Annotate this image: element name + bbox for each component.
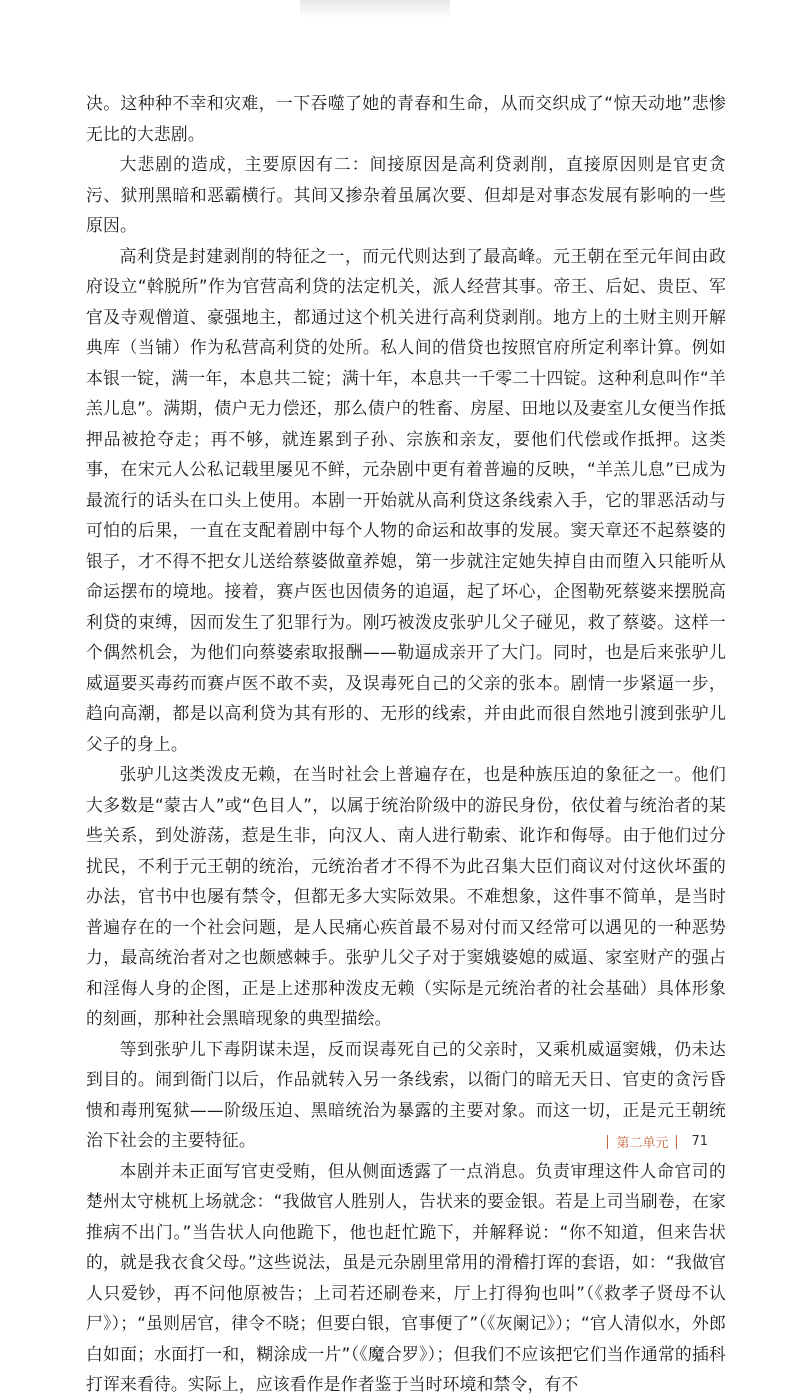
- paragraph-1: 决。这种种不幸和灾难，一下吞噬了她的青春和生命，从而交织成了“惊天动地”悲惨无比的大悲剧。: [86, 93, 726, 144]
- footer-divider-left: [607, 1135, 608, 1149]
- body-text: [86, 88, 726, 1400]
- paragraph-4: 张驴儿这类泼皮无赖，在当时社会上普遍存在，也是种族压迫的象征之一。他们大多数是“蒙古人”或“色目人”，以属于统治阶级中的游民身份，依仗着与统治者的某些关系，到处游荡，惹是生非，向汉人、南人进行勒索、讹诈和侮辱。由于他们过分扰民，不利于元王朝的统治，元统治者才不得不为此召集大臣们商议对付这伙坏蛋的办法，官书中也屡有禁令，但都无多大实际效果。不难想象，这件事不简单，是当时普遍存在的一个社会问题，是人民痛心疾首最不易对付而又经常可以遇见的一种恶势力，最高统治者对之也颇感棘手。张驴儿父子对于窦娥婆媳的威逼、家室财产的强占和淫侮人身的企图，正是上述那种泼皮无赖（实际是元统治者的社会基础）具体形象的刻画，那种社会黑暗现象的典型描绘。: [86, 764, 726, 1028]
- footer-divider-right: [676, 1135, 677, 1149]
- page-top-shadow: [300, 0, 450, 18]
- page-footer: [599, 1132, 708, 1151]
- page-number: 71: [691, 1134, 708, 1149]
- paragraph-5: 等到张驴儿下毒阴谋未逞，反而误毒死自己的父亲时，又乘机威逼窦娥，仍未达到目的。闹到衙门以后，作品就转入另一条线索，以衙门的暗无天日、官吏的贪污昏愦和毒刑冤狱——阶级压迫、黑暗统治为暴露的主要对象。而这一切，正是元王朝统治下社会的主要特征。: [86, 1038, 726, 1150]
- unit-label: 第二单元: [616, 1136, 669, 1151]
- paragraph-3: 高利贷是封建剥削的特征之一，而元代则达到了最高峰。元王朝在至元年间由政府设立“斡脱所”作为官营高利贷的法定机关，派人经营其事。帝王、后妃、贵臣、军官及寺观僧道、豪强地主，都通过这个机关进行高利贷剥削。地方上的土财主则开解典库（当铺）作为私营高利贷的处所。私人间的借贷也按照官府所定利率计算。例如本银一锭，满一年，本息共二锭；满十年，本息共一千零二十四锭。这种利息叫作“羊羔儿息”。满期，债户无力偿还，那么债户的牲畜、房屋、田地以及妻室儿女便当作抵押品被抢夺走；再不够，就连累到子孙、宗族和亲友，要他们代偿或作抵押。这类事，在宋元人公私记载里屡见不鲜，元杂剧中更有着普遍的反映，“羊羔儿息”已成为最流行的话头在口头上使用。本剧一开始就从高利贷这条线索入手，它的罪恶活动与可怕的后果，一直在支配着剧中每个人物的命运和故事的发展。窦天章还不起蔡婆的银子，才不得不把女儿送给蔡婆做童养媳，第一步就注定她失掉自由而堕入只能听从命运摆布的境地。接着，赛卢医也因债务的追逼，起了坏心，企图勒死蔡婆来摆脱高利贷的束缚，因而发生了犯罪行为。刚巧被泼皮张驴儿父子碰见，救了蔡婆。这样一个偶然机会，为他们向蔡婆索取报酬——勒逼成亲开了大门。同时，也是后来张驴儿威逼要买毒药而赛卢医不敢不卖，及误毒死自己的父亲的张本。剧情一步紧逼一步，趋向高潮，都是以高利贷为其有形的、无形的线索，并由此而很自然地引渡到张驴儿父子的身上。: [86, 245, 726, 754]
- paragraph-2: 大悲剧的造成，主要原因有二：间接原因是高利贷剥削，直接原因则是官吏贪污、狱刑黑暗和恶霸横行。其间又掺杂着虽属次要、但却是对事态发展有影响的一些原因。: [86, 154, 726, 235]
- paragraph-6: 本剧并未正面写官吏受贿，但从侧面透露了一点消息。负责审理这件人命官司的楚州太守桃杌上场就念：“我做官人胜别人，告状来的要金银。若是上司当刷卷，在家推病不出门。”当告状人向他跪下，他也赶忙跪下，并解释说：“你不知道，但来告状的，就是我衣食父母。”这些说法，虽是元杂剧里常用的滑稽打诨的套语，如：“我做官人只爱钞，再不问他原被告；上司若还刷卷来，厅上打得狗也叫”（《救孝子贤母不认尸》）；“虽则居官，律令不晓；但要白银，官事便了”（《灰阑记》）；“官人清似水，外郎白如面；水面打一和，糊涂成一片”（《魔合罗》）；但我们不应该把它们当作通常的插科打诨来看待。实际上，应该看作是作者鉴于当时环境和禁令，有不: [86, 1160, 726, 1394]
